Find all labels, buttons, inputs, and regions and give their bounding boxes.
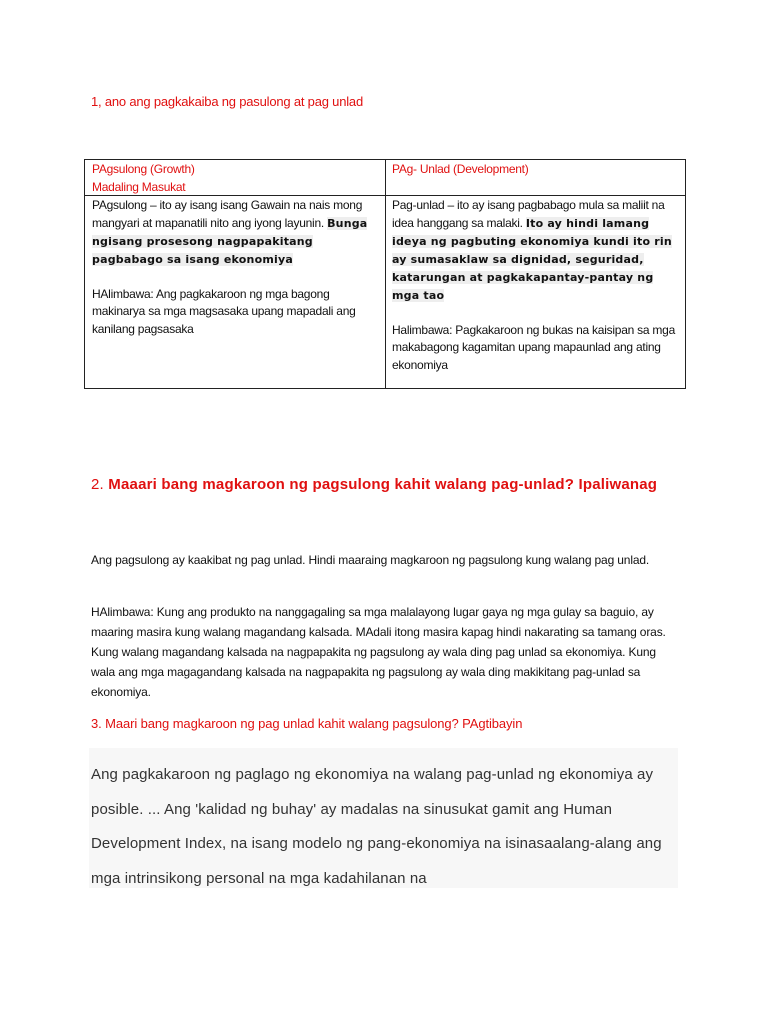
- question-3-answer: Ang pagkakaroon ng paglago ng ekonomiya na walang pag-unlad ng ekonomiya ay posible. ... Ang 'kalidad ng buhay' ay madalas na sinusukat gamit ang Human Development Index, na isang modelo ng pang-ekonomiya na isinasaalang-alang ang mga intrinsikong personal na mga kadahilanan na: [91, 766, 662, 887]
- development-example: Halimbawa: Pagkakaroon ng bukas na kaisipan sa mga makabagong kagamitan upang mapaunlad ang ating ekonomiya: [392, 322, 676, 372]
- growth-highlight-text: Bunga ngisang prosesong nagpapakitang pagbabago sa isang ekonomiya: [92, 216, 368, 266]
- comparison-table: [84, 159, 686, 389]
- question-3-heading: 3. Maari bang magkaroon ng pag unlad kahit walang pagsulong? PAgtibayin: [91, 716, 523, 731]
- growth-example: HAlimbawa: Ang pagkakaroon ng mga bagong makinarya sa mga magsasaka upang mapadali ang kanilang pagsasaka: [92, 286, 356, 336]
- growth-header-subtitle: Madaling Masukat: [92, 179, 186, 194]
- development-definition: [392, 197, 682, 305]
- question-2-example-paragraph: HAlimbawa: Kung ang produkto na nanggagaling sa mga malalayong lugar gaya ng mga gulay sa baguio, ay maaring masira kung walang magandang kalsada. MAdali itong masira kapag hindi nakarating sa tamang oras. Kung walang magandang kalsada na nagpapakita ng pagsulong ay wala ding pag unlad sa ekonomiya. Kung wala ang mga magagandang kalsada na nagpapakita ng pagsulong ay wala ding makikitang pag-unlad sa ekonomiya.: [91, 605, 666, 699]
- growth-header-title: PAgsulong (Growth): [92, 162, 195, 176]
- growth-cell: [92, 197, 382, 338]
- question-1-heading: 1, ano ang pagkakaiba ng pasulong at pag unlad: [91, 94, 363, 109]
- question-2-number: 2.: [91, 476, 104, 493]
- question-2-heading: [91, 466, 691, 503]
- growth-definition: [92, 197, 382, 269]
- growth-definition-text: PAgsulong – ito ay isang isang Gawain na nais mong mangyari at mapanatili nito ang iyong layunin.: [92, 198, 363, 230]
- question-2-answer-paragraph: Ang pagsulong ay kaakibat ng pag unlad. Hindi maaraing magkaroon ng pagsulong kung walang pag unlad.: [91, 553, 650, 567]
- development-definition-text: Pag-unlad – ito ay isang pagbabago mula sa maliit na idea hanggang sa malaki.: [392, 198, 665, 230]
- development-highlight-text: Ito ay hindi lamang ideya ng pagbuting ekonomiya kundi ito rin ay sumasaklaw sa dignidad, seguridad, katarungan at pagkakapantay-pantay ng mga tao: [392, 216, 672, 302]
- development-cell: [392, 197, 682, 374]
- question-2-text: Maaari bang magkaroon ng pagsulong kahit walang pag-unlad? Ipaliwanag: [108, 476, 658, 493]
- table-header-growth: [92, 161, 195, 196]
- table-header-development: PAg- Unlad (Development): [392, 162, 529, 176]
